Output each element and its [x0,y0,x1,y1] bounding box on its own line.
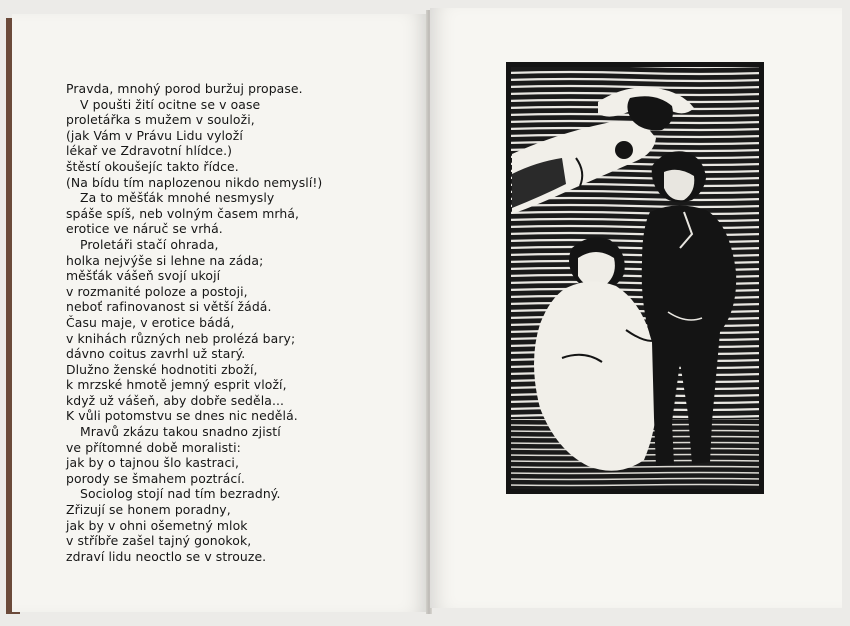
woodcut-illustration [506,62,764,494]
poem-line: jak by v ohni ošemetný mlok [66,517,248,533]
poem-line: jak by o tajnou šlo kastraci, [66,455,239,471]
poem-text [66,81,366,564]
poem-line: porody se šmahem poztrácí. [66,470,245,486]
poem-line: proletářka s mužem v souloži, [66,112,255,128]
poem-line: Proletáři stačí ohrada, [80,236,219,252]
poem-line: Dlužno ženské hodnotiti zboží, [66,361,258,377]
poem-line: holka nejvýše si lehne na záda; [66,252,264,268]
poem-line: neboť rafinovanost si větší žádá. [66,299,272,315]
poem-line: zdraví lidu neoctlo se v strouze. [66,548,267,564]
poem-line: (Na bídu tím naplozenou nikdo nemyslí!) [66,174,323,190]
left-page [12,14,428,612]
poem-line: k mrzské hmotě jemný esprit vloží, [66,377,287,393]
poem-line: spáše spíš, neb volným časem mrhá, [66,205,300,221]
poem-line: Pravda, mnohý porod buržuj propase. [66,81,303,96]
poem-line: Času maje, v erotice bádá, [66,314,235,330]
poem-line: V poušti žití ocitne se v oase [80,96,261,112]
poem-line: K vůli potomstvu se dnes nic nedělá. [66,408,298,424]
poem-line: Mravů zkázu takou snadno zjistí [80,424,281,440]
poem-line: (jak Vám v Právu Lidu vyloží [66,127,243,143]
poem-line: Za to měšťák mnohé nesmysly [80,190,275,206]
poem-line: lékař ve Zdravotní hlídce.) [66,143,233,159]
poem-line: měšťák vášeň svojí ukojí [66,268,221,284]
poem-line: v stříbře zašel tajný gonokok, [66,533,252,549]
poem-line: Sociolog stojí nad tím bezradný. [80,486,281,502]
poem-line: dávno coitus zavrhl už starý. [66,346,246,362]
poem-line: štěstí okoušejíc takto řídce. [66,158,239,174]
poem-line: v knihách různých neb prolézá bary; [66,330,296,346]
poem-line: ve přítomné době moralisti: [66,439,241,455]
poem-line: erotice ve náruč se vrhá. [66,221,223,237]
poem-line: Zřizují se honem poradny, [66,502,231,518]
poem-line: když už vášeň, aby dobře seděla... [66,392,285,408]
poem-line: v rozmanité poloze a postoji, [66,283,248,299]
